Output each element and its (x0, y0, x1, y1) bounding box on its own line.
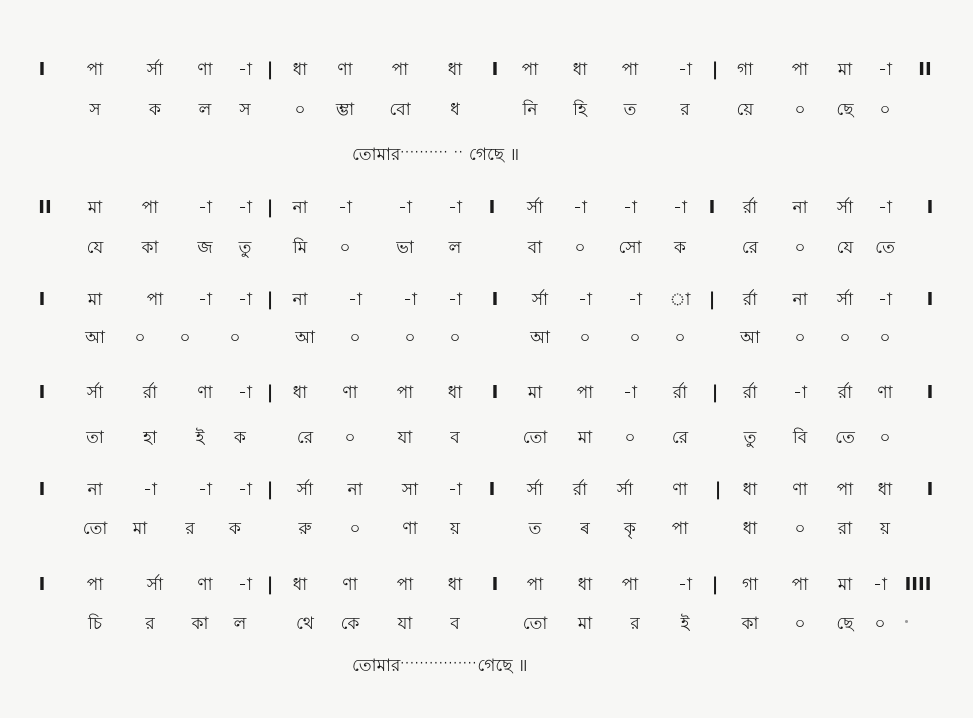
note: পা (141, 198, 159, 218)
lyric-syllable: ০ (344, 428, 356, 448)
system-2-notes (0, 193, 973, 223)
lyric-syllable: যে (86, 238, 104, 258)
lyric-syllable: আ (85, 328, 105, 348)
lyric-syllable: বো (389, 100, 411, 120)
note: -া (198, 480, 212, 500)
lyric-syllable: তো (522, 428, 548, 448)
note: -া (678, 575, 692, 595)
lyric-syllable: র (680, 100, 690, 120)
lyric-syllable: ই (680, 614, 690, 634)
note: মা (87, 198, 103, 218)
system-4-notes (0, 378, 973, 408)
lyric-syllable: ধা (742, 519, 758, 539)
lyric-syllable: র (630, 614, 640, 634)
lyric-syllable: রু (298, 519, 312, 539)
lyric-syllable: ০ (294, 100, 306, 120)
note: র্সা (526, 198, 544, 218)
bar-line: | (711, 574, 719, 595)
bar-line: I (488, 197, 496, 218)
note: -া (878, 290, 892, 310)
note: ণা (792, 480, 808, 500)
lyric-syllable: রে (741, 238, 759, 258)
bar-line: | (714, 479, 722, 500)
lyric-syllable: ক (674, 238, 686, 258)
bar-line: I (38, 574, 46, 595)
lyric-syllable: আ (740, 328, 760, 348)
lyric-syllable: মা (132, 519, 148, 539)
note: ণা (672, 480, 688, 500)
note: না (292, 198, 308, 218)
lyric-syllable: ছে (836, 100, 854, 120)
system-5-notes (0, 475, 973, 505)
bar-line: I (491, 59, 499, 80)
note: -া (338, 198, 352, 218)
note: -া (238, 290, 252, 310)
lyric-syllable: ০ (134, 328, 146, 348)
note: ণা (342, 383, 358, 403)
note: ণা (197, 60, 213, 80)
lyric-syllable: তু (743, 428, 757, 448)
lyric-syllable: বা (527, 238, 543, 258)
note: পা (86, 60, 104, 80)
lyric-syllable: কে (340, 614, 360, 634)
note: র্রা (672, 383, 688, 403)
note: না (792, 198, 808, 218)
lyric-syllable: রে (296, 428, 314, 448)
lyric-syllable: ০ (794, 519, 806, 539)
bar-line: | (266, 479, 274, 500)
note: ণা (197, 575, 213, 595)
note: র্সা (146, 575, 164, 595)
lyric-syllable: ল (198, 100, 212, 120)
lyric-syllable: ০ (349, 328, 361, 348)
bar-line: I (926, 479, 934, 500)
lyric-syllable: ০ (339, 238, 351, 258)
lyric-syllable: ল (448, 238, 462, 258)
lyric-syllable: ত (528, 519, 542, 539)
lyric-syllable: ০ (879, 328, 891, 348)
lyric-syllable: হা (143, 428, 157, 448)
bar-line: I (926, 289, 934, 310)
lyric-syllable: ০ (879, 428, 891, 448)
note: পা (526, 575, 544, 595)
lyric-syllable: ক (229, 519, 241, 539)
lyric-syllable: ০ (674, 328, 686, 348)
lyric-syllable: নি (522, 100, 538, 120)
note: পা (396, 575, 414, 595)
bar-line: I (926, 197, 934, 218)
note: ধা (447, 575, 463, 595)
note: ণা (337, 60, 353, 80)
note: -া (348, 290, 362, 310)
note: ধা (292, 383, 308, 403)
system-3-notes (0, 285, 973, 315)
lyric-syllable: সো (618, 238, 642, 258)
lyric-syllable: বি (792, 428, 808, 448)
bar-line: I (488, 479, 496, 500)
note: পা (391, 60, 409, 80)
note: -া (143, 480, 157, 500)
lyric-syllable: স (239, 100, 251, 120)
note: -া (793, 383, 807, 403)
note: পা (521, 60, 539, 80)
note: -া (403, 290, 417, 310)
lyric-syllable: মি (292, 238, 308, 258)
lyric-syllable: থে (296, 614, 314, 634)
note: র্সা (616, 480, 634, 500)
system-6-lyrics (0, 609, 973, 639)
caption-dots: ·· (453, 145, 464, 159)
lyric-syllable: য় (449, 519, 461, 539)
note: পা (396, 383, 414, 403)
system-1-lyrics (0, 95, 973, 125)
note: ধা (877, 480, 893, 500)
lyric-syllable: ০ (794, 238, 806, 258)
refrain-caption (352, 648, 528, 681)
bar-line: | (711, 59, 719, 80)
lyric-syllable: ম্ভা (335, 100, 355, 120)
note: মা (837, 60, 853, 80)
note: া (669, 290, 691, 310)
note: র্সা (146, 60, 164, 80)
note: মা (527, 383, 543, 403)
lyric-syllable: জ (197, 238, 213, 258)
note: -া (198, 198, 212, 218)
lyric-syllable: ০ (879, 100, 891, 120)
lyric-syllable: রে (671, 428, 689, 448)
note: -া (878, 60, 892, 80)
bar-line: I (491, 382, 499, 403)
note: ধা (447, 383, 463, 403)
note: -া (238, 383, 252, 403)
note: র্সা (836, 290, 854, 310)
note: পা (86, 575, 104, 595)
lyric-syllable: ব (450, 614, 460, 634)
lyric-syllable: র (145, 614, 155, 634)
system-4-lyrics (0, 423, 973, 453)
bar-line: | (266, 197, 274, 218)
lyric-syllable: ভা (396, 238, 414, 258)
lyric-syllable: ল (233, 614, 247, 634)
system-1-notes (0, 55, 973, 85)
note: পা (791, 575, 809, 595)
note: পা (621, 60, 639, 80)
refrain-caption (352, 137, 519, 170)
note: র্রা (837, 383, 853, 403)
note: -া (448, 198, 462, 218)
lyric-syllable: মা (577, 428, 593, 448)
lyric-syllable: আ (295, 328, 315, 348)
lyric-syllable: তে (875, 238, 895, 258)
bar-line: I (38, 59, 46, 80)
bar-line: | (266, 289, 274, 310)
caption-dots: ·········· (400, 145, 449, 159)
note: -া (873, 575, 887, 595)
lyric-syllable: মা (577, 614, 593, 634)
note: র্রা (742, 290, 758, 310)
lyric-syllable: রা (837, 519, 853, 539)
note: ণা (877, 383, 893, 403)
note: পা (836, 480, 854, 500)
note: -া (573, 198, 587, 218)
system-6-notes (0, 570, 973, 600)
lyric-syllable: কা (191, 614, 209, 634)
note: ণা (342, 575, 358, 595)
lyric-syllable: ০ (449, 328, 461, 348)
lyric-syllable: ত (623, 100, 637, 120)
note: পা (576, 383, 594, 403)
caption-start: তোমার (352, 656, 401, 676)
note: -া (623, 383, 637, 403)
note: -া (448, 480, 462, 500)
note: পা (146, 290, 164, 310)
lyric-syllable: ০ (574, 238, 586, 258)
note: র্রা (742, 383, 758, 403)
note: গা (741, 575, 759, 595)
bar-line: I (708, 197, 716, 218)
lyric-syllable: ০ (874, 614, 886, 634)
note: না (792, 290, 808, 310)
note: র্সা (296, 480, 314, 500)
note: -া (448, 290, 462, 310)
note: না (347, 480, 363, 500)
lyric-syllable: কা (741, 614, 759, 634)
lyric-syllable: ধ (450, 100, 460, 120)
note: পা (621, 575, 639, 595)
note: ধা (572, 60, 588, 80)
lyric-syllable: ০ (404, 328, 416, 348)
lyric-syllable: ই (195, 428, 205, 448)
lyric-syllable: ০ (839, 328, 851, 348)
bar-line: II (38, 197, 52, 218)
note: না (292, 290, 308, 310)
note: র্সা (836, 198, 854, 218)
caption-dots: ················ (400, 656, 478, 670)
caption-end: গেছে ॥ (477, 656, 528, 676)
lyric-syllable: ০ (624, 428, 636, 448)
lyric-syllable: য়ে (736, 100, 754, 120)
note: ধা (742, 480, 758, 500)
lyric-syllable: স (89, 100, 101, 120)
bar-line: I (491, 289, 499, 310)
bar-line: | (266, 382, 274, 403)
lyric-syllable: ০ (794, 328, 806, 348)
bar-line: | (708, 289, 716, 310)
lyric-syllable: ণা (402, 519, 418, 539)
note: -া (578, 290, 592, 310)
note: মা (837, 575, 853, 595)
lyric-syllable: ০ (579, 328, 591, 348)
note: -া (628, 290, 642, 310)
lyric-syllable: ০ (229, 328, 241, 348)
note: র্রা (742, 198, 758, 218)
lyric-syllable: পা (671, 519, 689, 539)
lyric-syllable: ০ (794, 614, 806, 634)
lyric-syllable: তা (86, 428, 104, 448)
bar-line: I (38, 382, 46, 403)
lyric-syllable: ০ (349, 519, 361, 539)
note: -া (398, 198, 412, 218)
lyric-syllable: ক (234, 428, 246, 448)
note: ধা (292, 575, 308, 595)
lyric-syllable: কা (141, 238, 159, 258)
lyric-syllable: ব (450, 428, 460, 448)
lyric-syllable: চি (87, 614, 103, 634)
system-3-lyrics (0, 323, 973, 353)
bar-line: | (711, 382, 719, 403)
lyric-syllable: ৰ (580, 519, 590, 539)
caption-end: গেছে ॥ (468, 145, 520, 165)
note: র্রা (142, 383, 158, 403)
bar-line: IIII (904, 574, 932, 595)
note: র্সা (526, 480, 544, 500)
bar-line: II (918, 59, 932, 80)
bar-line: I (38, 289, 46, 310)
note: -া (878, 198, 892, 218)
note: -া (623, 198, 637, 218)
note: মা (87, 290, 103, 310)
note: -া (673, 198, 687, 218)
note: -া (238, 575, 252, 595)
lyric-syllable: কৃ (624, 519, 636, 539)
note: -া (238, 480, 252, 500)
note: র্সা (86, 383, 104, 403)
note: না (87, 480, 103, 500)
lyric-syllable: য় (879, 519, 891, 539)
lyric-syllable: তো (522, 614, 548, 634)
bar-line: I (926, 382, 934, 403)
lyric-syllable: ০ (629, 328, 641, 348)
note: র্রা (572, 480, 588, 500)
lyric-syllable: ছে (836, 614, 854, 634)
lyric-syllable: ০ (179, 328, 191, 348)
lyric-syllable: যে (836, 238, 854, 258)
bar-line: I (491, 574, 499, 595)
note: ধা (447, 60, 463, 80)
lyric-syllable: ক (149, 100, 161, 120)
lyric-syllable: যা (397, 614, 413, 634)
bar-line: I (38, 479, 46, 500)
note: ধা (292, 60, 308, 80)
note: ণা (197, 383, 213, 403)
note: গা (736, 60, 754, 80)
lyric-syllable: তো (82, 519, 108, 539)
note: -া (238, 198, 252, 218)
lyric-syllable: আ (530, 328, 550, 348)
note: সা (401, 480, 419, 500)
lyric-syllable: তে (835, 428, 855, 448)
note: -া (678, 60, 692, 80)
note: -া (198, 290, 212, 310)
lyric-syllable: যা (397, 428, 413, 448)
lyric-syllable: হি (573, 100, 587, 120)
lyric-syllable: ০ (794, 100, 806, 120)
bar-line: | (266, 574, 274, 595)
note: -া (238, 60, 252, 80)
system-5-lyrics (0, 514, 973, 544)
note: পা (791, 60, 809, 80)
print-speck (905, 620, 908, 623)
lyric-syllable: তু (238, 238, 252, 258)
note: র্সা (531, 290, 549, 310)
note: ধা (577, 575, 593, 595)
bar-line: | (266, 59, 274, 80)
lyric-syllable: র (185, 519, 195, 539)
system-2-lyrics (0, 233, 973, 263)
caption-start: তোমার (352, 145, 401, 165)
